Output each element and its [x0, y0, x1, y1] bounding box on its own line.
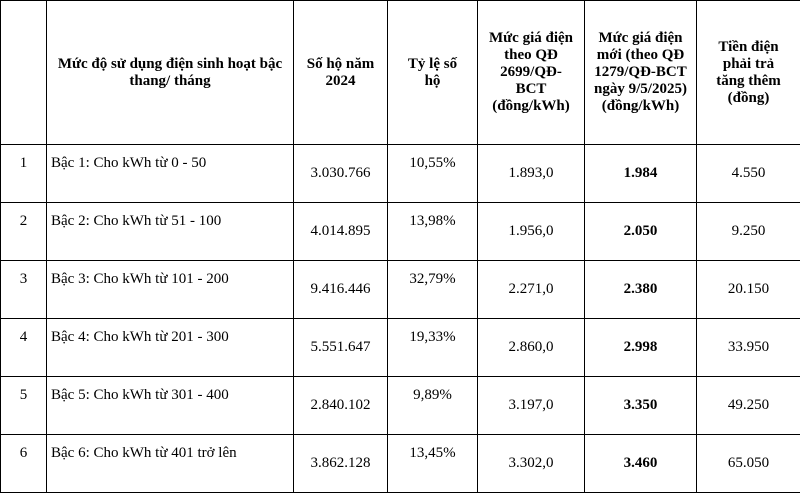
cell-households: 3.030.766 — [294, 145, 388, 203]
cell-level: Bậc 1: Cho kWh từ 0 - 50 — [47, 145, 294, 203]
cell-increase: 49.250 — [697, 377, 800, 435]
table-row — [1, 377, 800, 435]
cell-stt: 1 — [1, 145, 47, 203]
cell-increase: 20.150 — [697, 261, 800, 319]
cell-old-price: 3.197,0 — [478, 377, 585, 435]
header-ratio: Tỷ lệ số hộ — [388, 1, 478, 145]
header-households: Số hộ năm 2024 — [294, 1, 388, 145]
header-old-price: Mức giá điện theo QĐ 2699/QĐ-BCT (đồng/kWh) — [478, 1, 585, 145]
cell-households: 3.862.128 — [294, 435, 388, 493]
cell-stt: 2 — [1, 203, 47, 261]
cell-old-price: 3.302,0 — [478, 435, 585, 493]
cell-ratio: 32,79% — [388, 261, 478, 319]
cell-ratio: 13,98% — [388, 203, 478, 261]
cell-level: Bậc 6: Cho kWh từ 401 trở lên — [47, 435, 294, 493]
cell-level: Bậc 4: Cho kWh từ 201 - 300 — [47, 319, 294, 377]
table-row — [1, 319, 800, 377]
cell-increase: 4.550 — [697, 145, 800, 203]
header-new-price: Mức giá điện mới (theo QĐ 1279/QĐ-BCT ngày 9/5/2025) (đồng/kWh) — [585, 1, 697, 145]
cell-stt: 5 — [1, 377, 47, 435]
cell-new-price: 2.380 — [585, 261, 697, 319]
cell-ratio: 13,45% — [388, 435, 478, 493]
cell-households: 2.840.102 — [294, 377, 388, 435]
header-level: Mức độ sử dụng điện sinh hoạt bậc thang/ tháng — [47, 1, 294, 145]
table-row — [1, 435, 800, 493]
header-stt — [1, 1, 47, 145]
cell-new-price: 1.984 — [585, 145, 697, 203]
cell-households: 9.416.446 — [294, 261, 388, 319]
cell-level: Bậc 5: Cho kWh từ 301 - 400 — [47, 377, 294, 435]
cell-new-price: 3.350 — [585, 377, 697, 435]
cell-level: Bậc 2: Cho kWh từ 51 - 100 — [47, 203, 294, 261]
header-increase: Tiền điện phải trả tăng thêm (đồng) — [697, 1, 800, 145]
cell-new-price: 2.998 — [585, 319, 697, 377]
cell-increase: 33.950 — [697, 319, 800, 377]
cell-old-price: 2.860,0 — [478, 319, 585, 377]
cell-stt: 6 — [1, 435, 47, 493]
cell-old-price: 1.893,0 — [478, 145, 585, 203]
cell-stt: 3 — [1, 261, 47, 319]
cell-households: 5.551.647 — [294, 319, 388, 377]
table-row — [1, 203, 800, 261]
cell-households: 4.014.895 — [294, 203, 388, 261]
cell-new-price: 3.460 — [585, 435, 697, 493]
cell-increase: 65.050 — [697, 435, 800, 493]
table-row — [1, 261, 800, 319]
cell-new-price: 2.050 — [585, 203, 697, 261]
cell-stt: 4 — [1, 319, 47, 377]
cell-ratio: 9,89% — [388, 377, 478, 435]
table-row — [1, 145, 800, 203]
cell-old-price: 2.271,0 — [478, 261, 585, 319]
cell-level: Bậc 3: Cho kWh từ 101 - 200 — [47, 261, 294, 319]
cell-old-price: 1.956,0 — [478, 203, 585, 261]
header-row — [1, 1, 800, 145]
cell-ratio: 19,33% — [388, 319, 478, 377]
cell-increase: 9.250 — [697, 203, 800, 261]
cell-ratio: 10,55% — [388, 145, 478, 203]
